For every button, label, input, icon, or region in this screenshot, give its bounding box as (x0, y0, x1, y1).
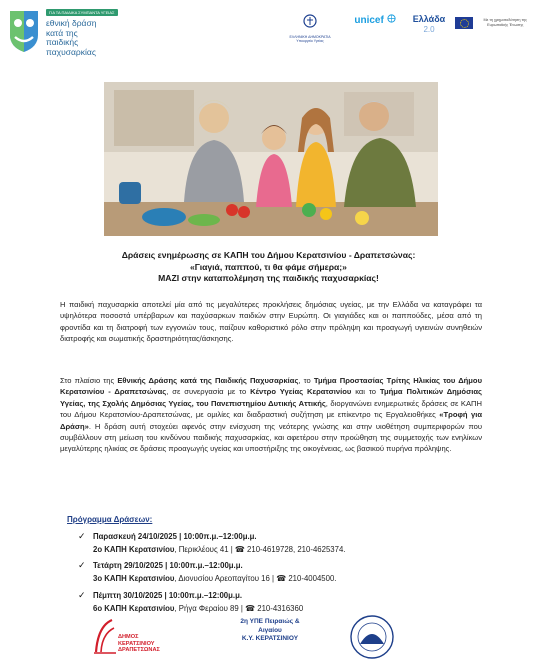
headline-line-3: ΜΑΖΙ στην καταπολέμηση της παιδικής παχυσαρκίας! (158, 273, 379, 284)
event-address: , Περικλέους 41 (174, 545, 229, 554)
phone-icon: ☎ (245, 604, 256, 613)
program-name: εθνική δράση κατά της παιδικής παχυσαρκίας (46, 18, 97, 57)
event-address: , Ρήγα Φεραίου 89 (174, 604, 239, 613)
hellenic-republic-logo: ΕΛΛΗΝΙΚΗ ΔΗΜΟΚΡΑΤΙΑ Υπουργείο Υγείας (282, 14, 338, 43)
headline-line-2: «Γιαγιά, παππού, τι θα φάμε σήμερα;» (190, 261, 347, 272)
unicef-globe-icon (387, 14, 396, 23)
event-address: , Διονυσίου Αρεοπαγίτου 16 (174, 574, 270, 583)
greece-2-0-logo: Ελλάδα 2.0 (412, 14, 446, 34)
crest-icon (303, 14, 317, 28)
event-date: Παρασκευή 24/10/2025 (93, 532, 177, 541)
event-phones: 210-4316360 (255, 604, 304, 613)
phone-icon: ☎ (234, 545, 245, 554)
unicef-logo: unicef (350, 14, 400, 26)
check-icon: ✓ (78, 560, 86, 570)
program-logo (8, 7, 128, 57)
family-cooking-photo (104, 82, 438, 236)
event-date: Πέμπτη 30/10/2025 (93, 591, 163, 600)
event-place: 6ο ΚΑΠΗ Κερατσινίου (93, 604, 175, 613)
check-icon: ✓ (78, 590, 86, 600)
university-seal-icon (346, 614, 398, 660)
event-time: 10:00π.μ.–12:00μ.μ. (183, 532, 257, 541)
check-icon: ✓ (78, 531, 86, 541)
event-time: 10:00π.μ.–12:00μ.μ. (168, 591, 243, 600)
municipality-logo: ΔΗΜΟΣ ΚΕΡΑΤΣΙΝΙΟΥ ΔΡΑΠΕΤΣΩΝΑΣ (92, 616, 182, 656)
program-title: Πρόγραμμα Δράσεων: (67, 515, 153, 524)
headline-line-1: Δράσεις ενημέρωσης σε ΚΑΠΗ του Δήμου Κερατσινίου - Δραπετσώνας: (121, 250, 416, 260)
event-place: 3ο ΚΑΠΗ Κερατσινίου (93, 574, 175, 583)
program-tagline: ΓΙΑ ΤΑ ΠΑΙΔΙΚΑ ΣΥΜΠΑΝΤΑ ΥΓΕΙΑΣ (46, 9, 118, 16)
footer-logos (0, 614, 537, 661)
event-time: 10:00π.μ.–12:00μ.μ. (169, 561, 243, 570)
header-logos (0, 0, 537, 62)
event-phones: 210-4004500. (286, 574, 337, 583)
eu-funding-logo: Με τη χρηματοδότηση της Ευρωπαϊκής Ένωσης (454, 14, 532, 32)
health-region-logo: 2η ΥΠΕ Πειραιώς & Αιγαίου Κ.Υ. ΚΕΡΑΤΣΙΝΙΟΥ (240, 618, 300, 642)
event-phones: 210-4619728, 210-4625374. (244, 545, 346, 554)
shield-badge-icon (8, 9, 40, 53)
details-paragraph: Στο πλαίσιο της Εθνικής Δράσης κατά της Παιδικής Παχυσαρκίας, το Τμήμα Προστασίας Τρίτης Ηλικίας του Δήμου Κερατσινίου - Δραπετσώνας, σε συνεργασία με το Κέντρο Υγείας Κερατσινίου και το Τμήμα Πολιτικών Δημόσιας Υγείας, της Σχολής Δημόσιας Υγείας, του Πανεπιστημίου Δυτικής Αττικής, διοργανώνει ενημερωτικές δράσεις σε ΚΑΠΗ του Δήμου Κερατσινίου-Δραπετσώνας, με ομιλίες και διαδραστική συζήτηση με επίκεντρο τις Εργαλειοθήκες «Τροφή για Δράση». Η δράση αυτή στοχεύει αφενός στην ενίσχυση της νεότερης γνώσης και στην υιοθέτηση συμπεριφορών που συμβάλλουν στη μείωση του κινδύνου παιδικής παχυσαρκίας, και αφετέρου στην προώθηση της συμμετοχής των ενηλίκων μεγαλύτερης ηλικίας σε δράσεις προαγωγής υγείας και υποστήριξης της οικογένειας, ως βασικού πυρήνα πρόληψης. (60, 376, 482, 454)
event-place: 2ο ΚΑΠΗ Κερατσινίου (93, 545, 175, 554)
phone-icon: ☎ (276, 574, 287, 583)
municipality-emblem-icon (92, 616, 118, 656)
partner-logos (282, 14, 532, 46)
university-logo (346, 614, 398, 660)
intro-paragraph: Η παιδική παχυσαρκία αποτελεί μία από τις μεγαλύτερες προκλήσεις δημόσιας υγείας, με την Ελλάδα να καταγράφει τα υψηλότερα ποσοστά υπέρβαρων και παχύσαρκων παιδιών στην Ευρώπη. Οι γιαγιάδες και οι παππούδες, μέσα από τη φροντίδα και τη διατροφή των εγγονιών τους, παίζουν καθοριστικό ρόλο στην πρόληψη και προαγωγή υγιεινών συνηθειών διατροφής και σωματικής δραστηριότητας/άσκησης. (60, 300, 482, 344)
event-date: Τετάρτη 29/10/2025 (93, 561, 163, 570)
headline (60, 250, 477, 285)
eu-flag-icon (455, 17, 473, 29)
